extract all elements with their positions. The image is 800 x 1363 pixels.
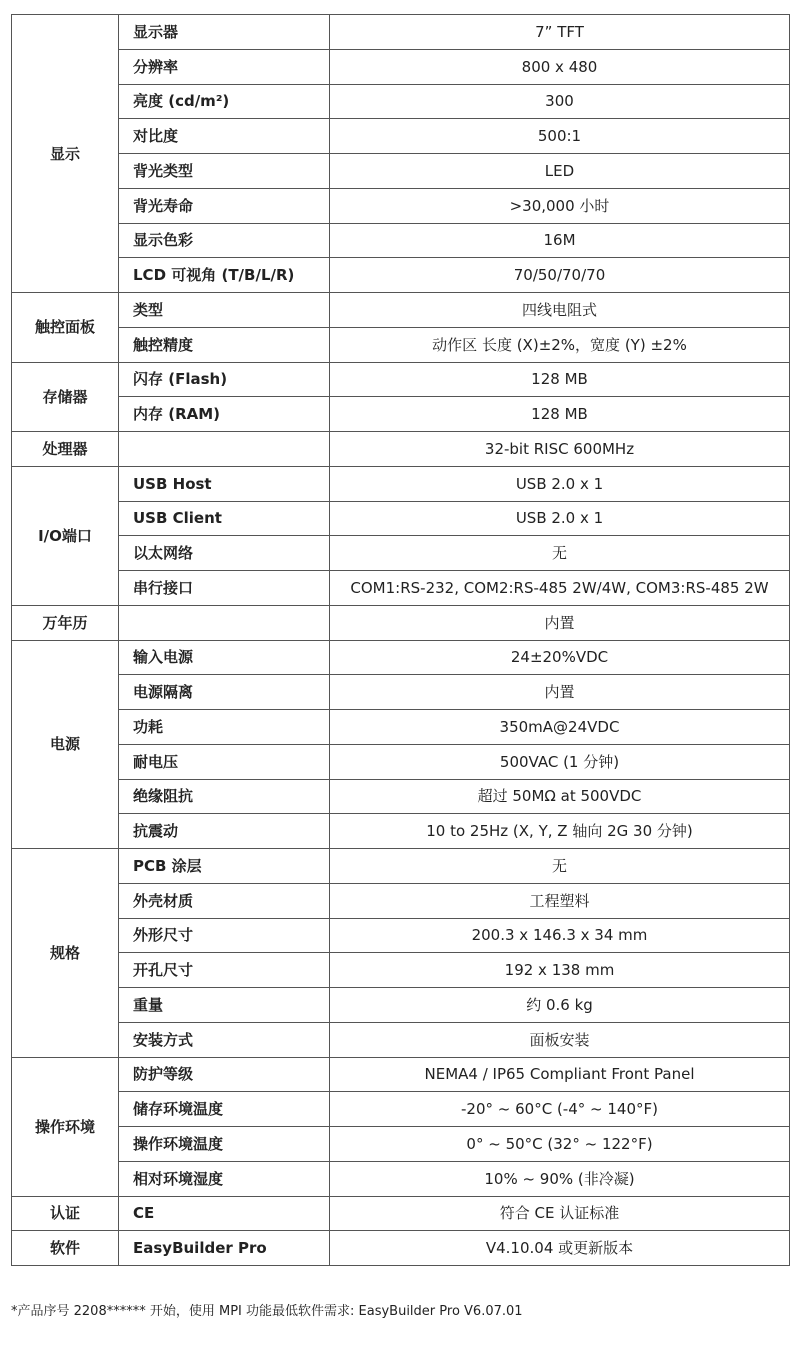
param-cell xyxy=(119,432,330,467)
param-cell: PCB 涂层 xyxy=(119,849,330,884)
spec-row xyxy=(12,710,790,745)
param-cell: 背光寿命 xyxy=(119,188,330,223)
value-cell: 24±20%VDC xyxy=(330,640,790,675)
spec-row xyxy=(12,327,790,362)
spec-row xyxy=(12,362,790,397)
spec-row xyxy=(12,1092,790,1127)
value-cell: USB 2.0 x 1 xyxy=(330,501,790,536)
category-cell: 软件 xyxy=(12,1231,119,1266)
value-cell: 32-bit RISC 600MHz xyxy=(330,432,790,467)
value-cell: 0° ~ 50°C (32° ~ 122°F) xyxy=(330,1127,790,1162)
param-cell: 显示色彩 xyxy=(119,223,330,258)
param-cell: 操作环境温度 xyxy=(119,1127,330,1162)
param-cell: 背光类型 xyxy=(119,154,330,189)
param-cell: 类型 xyxy=(119,293,330,328)
value-cell: USB 2.0 x 1 xyxy=(330,466,790,501)
param-cell: 电源隔离 xyxy=(119,675,330,710)
param-cell: 相对环境湿度 xyxy=(119,1161,330,1196)
value-cell: 内置 xyxy=(330,675,790,710)
spec-row xyxy=(12,119,790,154)
category-cell: I/O端口 xyxy=(12,466,119,605)
value-cell: 800 x 480 xyxy=(330,49,790,84)
value-cell: 16M xyxy=(330,223,790,258)
param-cell xyxy=(119,605,330,640)
param-cell: 安装方式 xyxy=(119,1022,330,1057)
value-cell: 约 0.6 kg xyxy=(330,988,790,1023)
value-cell: 10 to 25Hz (X, Y, Z 轴向 2G 30 分钟) xyxy=(330,814,790,849)
value-cell: 128 MB xyxy=(330,397,790,432)
spec-table xyxy=(11,14,790,1266)
value-cell: 内置 xyxy=(330,605,790,640)
param-cell: 亮度 (cd/m²) xyxy=(119,84,330,119)
value-cell: 192 x 138 mm xyxy=(330,953,790,988)
param-cell: EasyBuilder Pro xyxy=(119,1231,330,1266)
param-cell: 储存环境温度 xyxy=(119,1092,330,1127)
value-cell: 无 xyxy=(330,536,790,571)
spec-row xyxy=(12,397,790,432)
spec-row xyxy=(12,1161,790,1196)
spec-row xyxy=(12,988,790,1023)
spec-row xyxy=(12,640,790,675)
category-cell: 万年历 xyxy=(12,605,119,640)
param-cell: USB Client xyxy=(119,501,330,536)
param-cell: 以太网络 xyxy=(119,536,330,571)
spec-row xyxy=(12,1022,790,1057)
value-cell: 10% ~ 90% (非冷凝) xyxy=(330,1161,790,1196)
value-cell: 无 xyxy=(330,849,790,884)
param-cell: 闪存 (Flash) xyxy=(119,362,330,397)
spec-row xyxy=(12,1196,790,1231)
value-cell: 超过 50MΩ at 500VDC xyxy=(330,779,790,814)
param-cell: 内存 (RAM) xyxy=(119,397,330,432)
value-cell: 128 MB xyxy=(330,362,790,397)
param-cell: 触控精度 xyxy=(119,327,330,362)
param-cell: 耐电压 xyxy=(119,744,330,779)
spec-row xyxy=(12,675,790,710)
spec-row xyxy=(12,953,790,988)
spec-row xyxy=(12,432,790,467)
spec-row xyxy=(12,1057,790,1092)
param-cell: 重量 xyxy=(119,988,330,1023)
param-cell: USB Host xyxy=(119,466,330,501)
param-cell: 串行接口 xyxy=(119,571,330,606)
value-cell: V4.10.04 或更新版本 xyxy=(330,1231,790,1266)
spec-row xyxy=(12,154,790,189)
spec-row xyxy=(12,49,790,84)
value-cell: 面板安装 xyxy=(330,1022,790,1057)
value-cell: 350mA@24VDC xyxy=(330,710,790,745)
value-cell: >30,000 小时 xyxy=(330,188,790,223)
spec-row xyxy=(12,293,790,328)
value-cell: 动作区 长度 (X)±2%，宽度 (Y) ±2% xyxy=(330,327,790,362)
value-cell: 工程塑料 xyxy=(330,883,790,918)
param-cell: 开孔尺寸 xyxy=(119,953,330,988)
param-cell: 输入电源 xyxy=(119,640,330,675)
value-cell: 500:1 xyxy=(330,119,790,154)
category-cell: 触控面板 xyxy=(12,293,119,363)
spec-row xyxy=(12,84,790,119)
param-cell: 显示器 xyxy=(119,15,330,50)
spec-row xyxy=(12,814,790,849)
spec-row xyxy=(12,501,790,536)
spec-row xyxy=(12,15,790,50)
value-cell: 300 xyxy=(330,84,790,119)
value-cell: 70/50/70/70 xyxy=(330,258,790,293)
value-cell: NEMA4 / IP65 Compliant Front Panel xyxy=(330,1057,790,1092)
param-cell: 功耗 xyxy=(119,710,330,745)
spec-row xyxy=(12,536,790,571)
spec-row xyxy=(12,258,790,293)
param-cell: 抗震动 xyxy=(119,814,330,849)
value-cell: 7” TFT xyxy=(330,15,790,50)
param-cell: 防护等级 xyxy=(119,1057,330,1092)
category-cell: 电源 xyxy=(12,640,119,849)
value-cell: 500VAC (1 分钟) xyxy=(330,744,790,779)
spec-row xyxy=(12,605,790,640)
spec-row xyxy=(12,1231,790,1266)
spec-row xyxy=(12,883,790,918)
spec-row xyxy=(12,918,790,953)
category-cell: 显示 xyxy=(12,15,119,293)
value-cell: 符合 CE 认证标准 xyxy=(330,1196,790,1231)
value-cell: COM1:RS-232, COM2:RS-485 2W/4W, COM3:RS-485 2W xyxy=(330,571,790,606)
value-cell: LED xyxy=(330,154,790,189)
spec-row xyxy=(12,744,790,779)
param-cell: 对比度 xyxy=(119,119,330,154)
param-cell: LCD 可视角 (T/B/L/R) xyxy=(119,258,330,293)
category-cell: 存储器 xyxy=(12,362,119,432)
spec-row xyxy=(12,1127,790,1162)
spec-row xyxy=(12,779,790,814)
spec-row xyxy=(12,466,790,501)
footnote: *产品序号 2208****** 开始，使用 MPI 功能最低软件需求: EasyBuilder Pro V6.07.01 xyxy=(11,1304,523,1319)
spec-row xyxy=(12,571,790,606)
param-cell: CE xyxy=(119,1196,330,1231)
value-cell: 四线电阻式 xyxy=(330,293,790,328)
param-cell: 外壳材质 xyxy=(119,883,330,918)
spec-row xyxy=(12,223,790,258)
param-cell: 外形尺寸 xyxy=(119,918,330,953)
value-cell: -20° ~ 60°C (-4° ~ 140°F) xyxy=(330,1092,790,1127)
param-cell: 分辨率 xyxy=(119,49,330,84)
param-cell: 绝缘阻抗 xyxy=(119,779,330,814)
spec-row xyxy=(12,188,790,223)
category-cell: 操作环境 xyxy=(12,1057,119,1196)
category-cell: 规格 xyxy=(12,849,119,1058)
category-cell: 认证 xyxy=(12,1196,119,1231)
value-cell: 200.3 x 146.3 x 34 mm xyxy=(330,918,790,953)
category-cell: 处理器 xyxy=(12,432,119,467)
spec-row xyxy=(12,849,790,884)
